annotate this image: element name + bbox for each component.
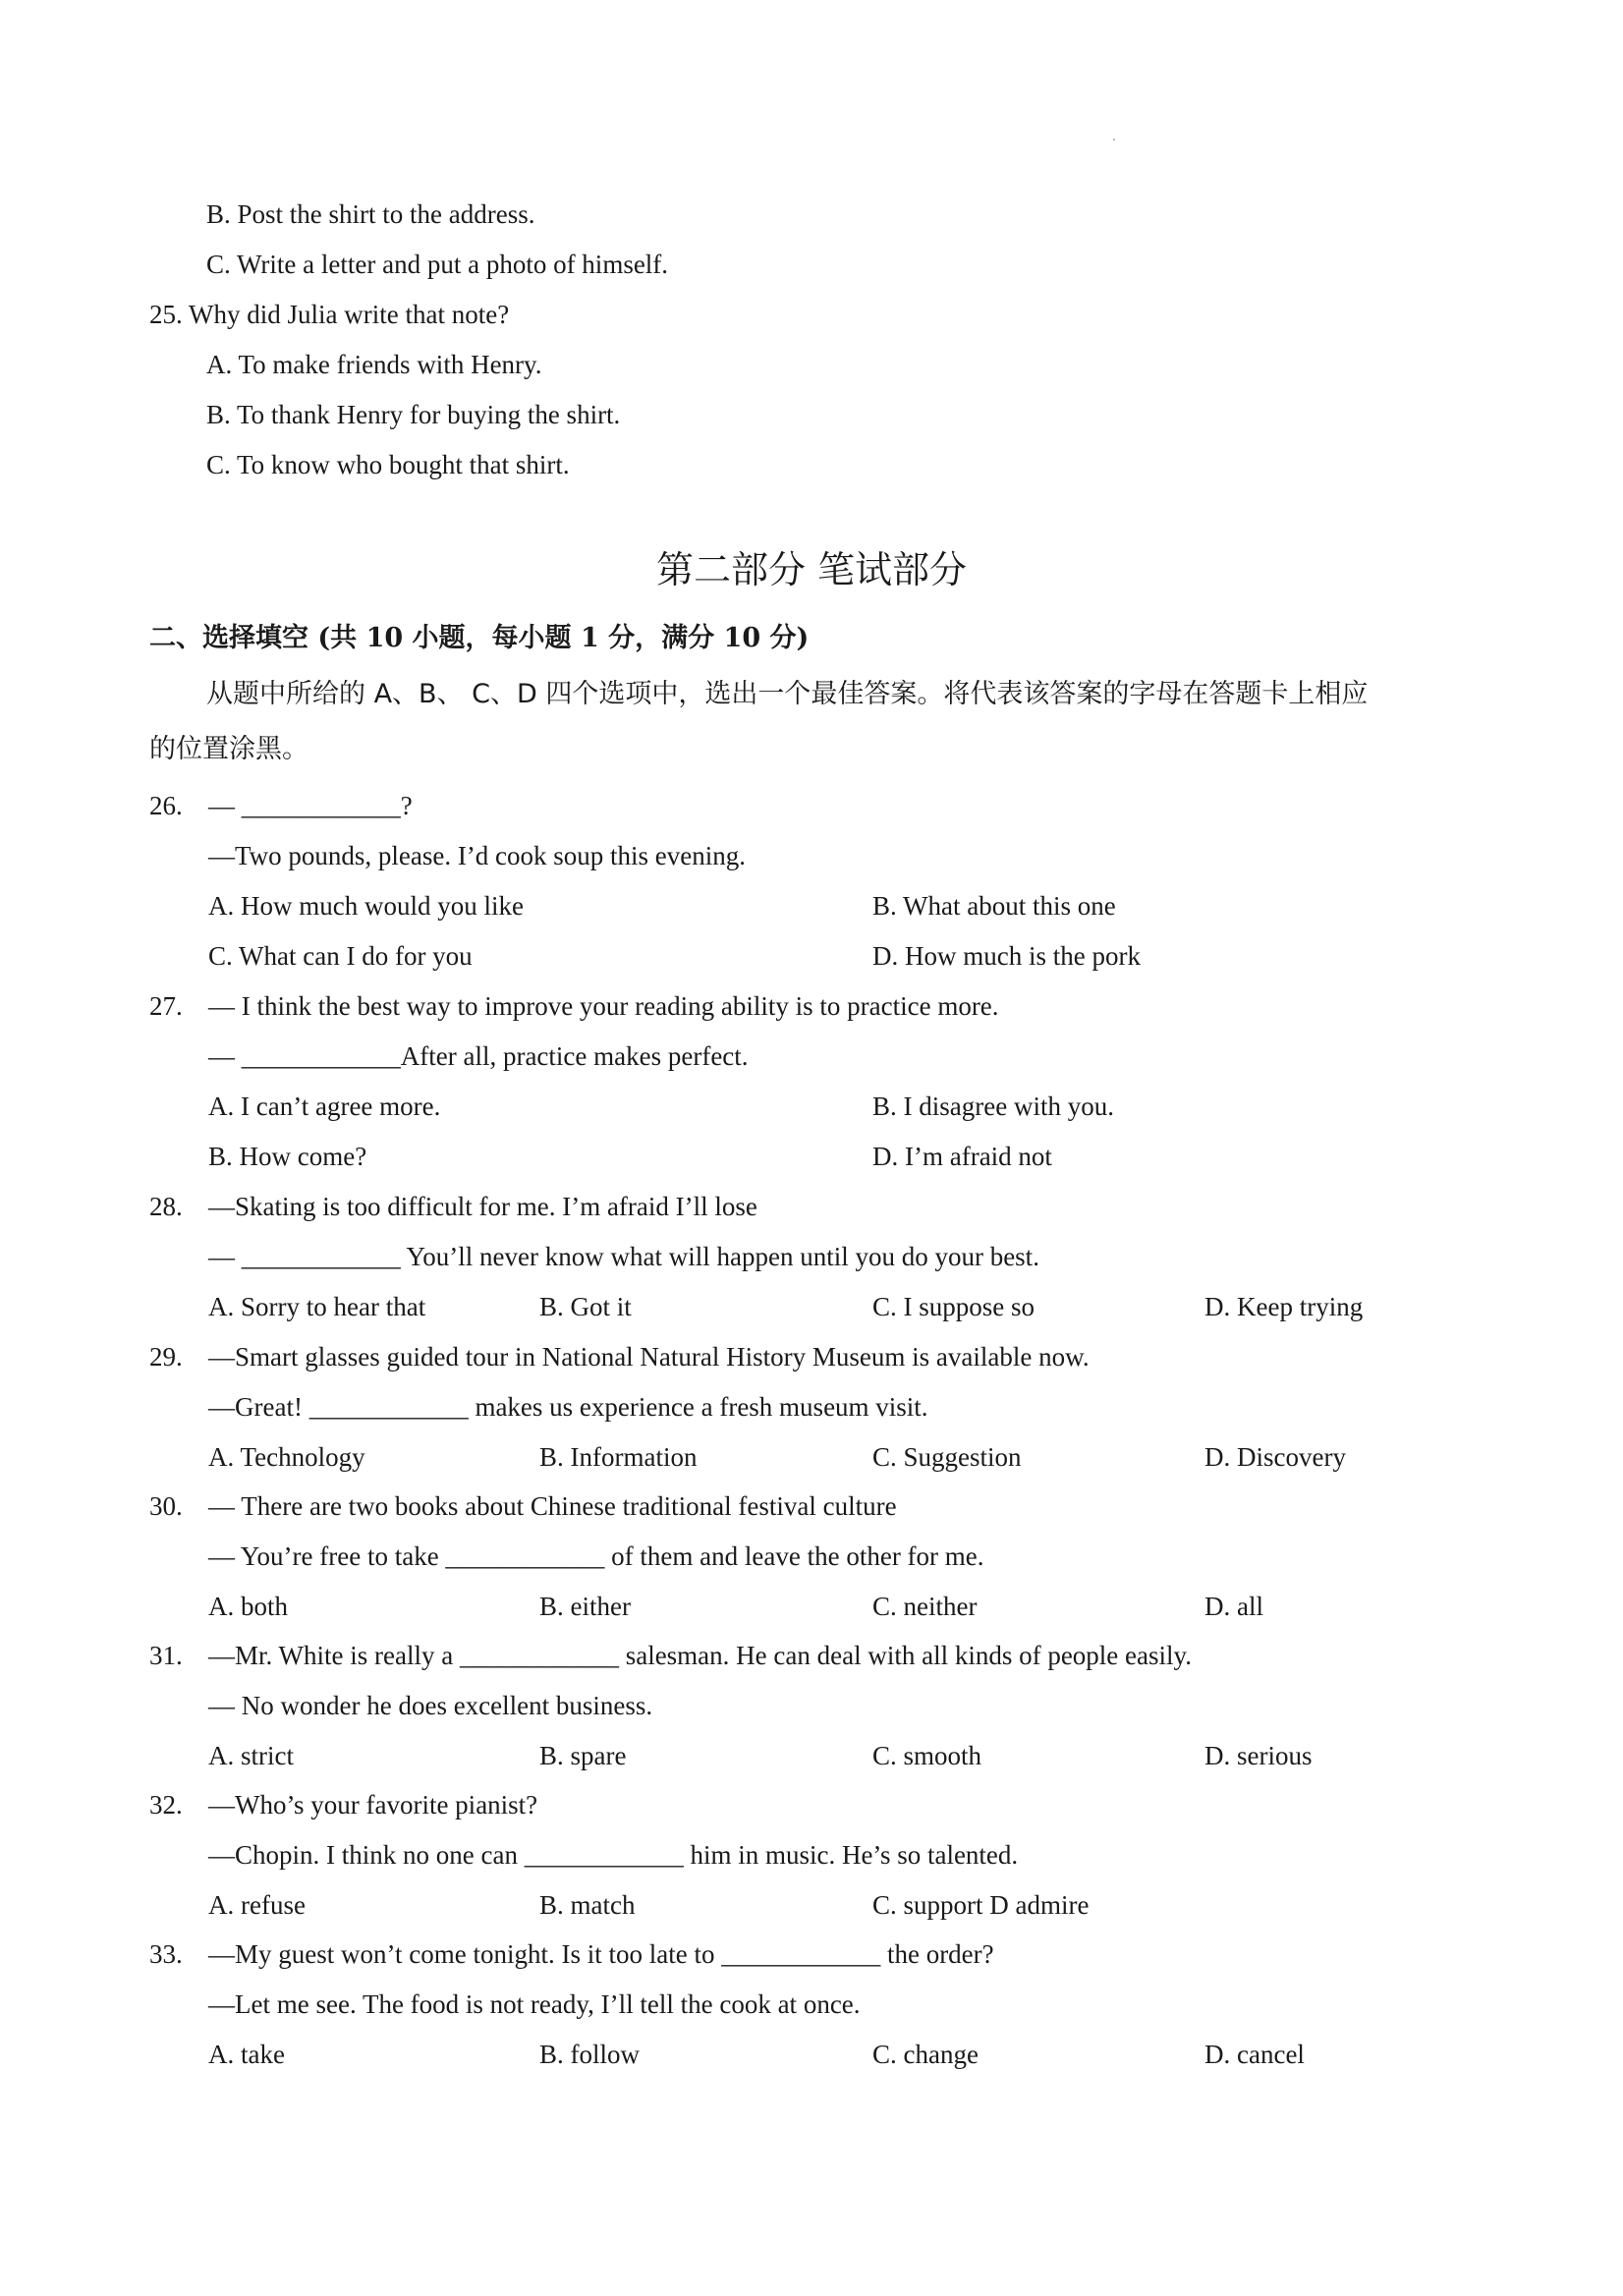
option: B. match bbox=[539, 1890, 636, 1920]
option: D. Keep trying bbox=[1204, 1292, 1364, 1321]
question-line: —Skating is too difficult for me. I’m afraid I’ll lose bbox=[208, 1192, 757, 1221]
option: A. strict bbox=[208, 1741, 294, 1770]
option: C. neither bbox=[872, 1592, 978, 1621]
question-line: —Mr. White is really a ____________ salesman. He can deal with all kinds of people easily. bbox=[208, 1641, 1193, 1670]
question-line: —Smart glasses guided tour in National Natural History Museum is available now. bbox=[208, 1342, 1090, 1372]
question-line: — You’re free to take ____________ of them and leave the other for me. bbox=[208, 1541, 984, 1571]
option: D. How much is the pork bbox=[872, 941, 1141, 971]
question-line: — ____________? bbox=[208, 791, 413, 820]
option: D. serious bbox=[1204, 1741, 1313, 1770]
scan-speck bbox=[1113, 139, 1115, 140]
option: A. take bbox=[208, 2040, 285, 2069]
question-number: 32. bbox=[149, 1790, 183, 1820]
question-line: —Great! ____________ makes us experience a fresh museum visit. bbox=[208, 1392, 928, 1422]
option: D. Discovery bbox=[1204, 1442, 1346, 1472]
instructions-line-2: 的位置涂黑。 bbox=[149, 734, 308, 764]
instructions-line-1: 从题中所给的 A、B、 C、D 四个选项中，选出一个最佳答案。将代表该答案的字母在答题卡上相应 bbox=[206, 679, 1369, 709]
option-25c: C. To know who bought that shirt. bbox=[206, 450, 570, 479]
question-number: 33. bbox=[149, 1939, 183, 1969]
option-25b: B. To thank Henry for buying the shirt. bbox=[206, 400, 621, 429]
option: D. I’m afraid not bbox=[872, 1142, 1052, 1171]
question-line: —Let me see. The food is not ready, I’ll tell the cook at once. bbox=[208, 1989, 861, 2019]
option: A. Sorry to hear that bbox=[208, 1292, 426, 1321]
option: B. Got it bbox=[539, 1292, 632, 1321]
option: A. refuse bbox=[208, 1890, 306, 1920]
question-number: 29. bbox=[149, 1342, 183, 1372]
option: A. How much would you like bbox=[208, 891, 524, 921]
option-25a: A. To make friends with Henry. bbox=[206, 350, 542, 379]
question-number: 31. bbox=[149, 1641, 183, 1670]
part-title: 第二部分 笔试部分 bbox=[655, 548, 968, 591]
option: B. How come? bbox=[208, 1142, 367, 1171]
option-24b: B. Post the shirt to the address. bbox=[206, 199, 535, 229]
question-line: — I think the best way to improve your reading ability is to practice more. bbox=[208, 991, 999, 1021]
option: C. What can I do for you bbox=[208, 941, 473, 971]
option: B. I disagree with you. bbox=[872, 1092, 1114, 1121]
option: C. I suppose so bbox=[872, 1292, 1035, 1321]
question-line: —Who’s your favorite pianist? bbox=[208, 1790, 538, 1820]
option: C. support D admire bbox=[872, 1890, 1090, 1920]
question-line: — There are two books about Chinese traditional festival culture bbox=[208, 1491, 897, 1521]
option: A. I can’t agree more. bbox=[208, 1092, 441, 1121]
option-24c: C. Write a letter and put a photo of himself. bbox=[206, 250, 669, 279]
option: D. all bbox=[1204, 1592, 1263, 1621]
option: B. Information bbox=[539, 1442, 698, 1472]
question-number: 30. bbox=[149, 1491, 183, 1521]
option: B. follow bbox=[539, 2040, 641, 2069]
question-line: —My guest won’t come tonight. Is it too late to ____________ the order? bbox=[208, 1939, 994, 1969]
question-number: 27. bbox=[149, 991, 183, 1021]
option: C. Suggestion bbox=[872, 1442, 1022, 1472]
question-line: — ____________ You’ll never know what will happen until you do your best. bbox=[208, 1242, 1039, 1271]
question-number: 28. bbox=[149, 1192, 183, 1221]
question-line: —Chopin. I think no one can ____________ him in music. He’s so talented. bbox=[208, 1840, 1019, 1870]
option: B. spare bbox=[539, 1741, 627, 1770]
question-line: — No wonder he does excellent business. bbox=[208, 1691, 653, 1720]
option: A. Technology bbox=[208, 1442, 365, 1472]
option: A. both bbox=[208, 1592, 288, 1621]
question-25-stem: 25. Why did Julia write that note? bbox=[149, 300, 510, 329]
option: C. smooth bbox=[872, 1741, 982, 1770]
section-header: 二、选择填空 (共 10 小题，每小题 1 分，满分 10 分) bbox=[149, 623, 810, 653]
question-line: — ____________After all, practice makes perfect. bbox=[208, 1041, 749, 1071]
option: B. What about this one bbox=[872, 891, 1116, 921]
question-line: —Two pounds, please. I’d cook soup this evening. bbox=[208, 841, 747, 870]
question-number: 26. bbox=[149, 791, 183, 820]
option: D. cancel bbox=[1204, 2040, 1305, 2069]
option: B. either bbox=[539, 1592, 631, 1621]
option: C. change bbox=[872, 2040, 979, 2069]
